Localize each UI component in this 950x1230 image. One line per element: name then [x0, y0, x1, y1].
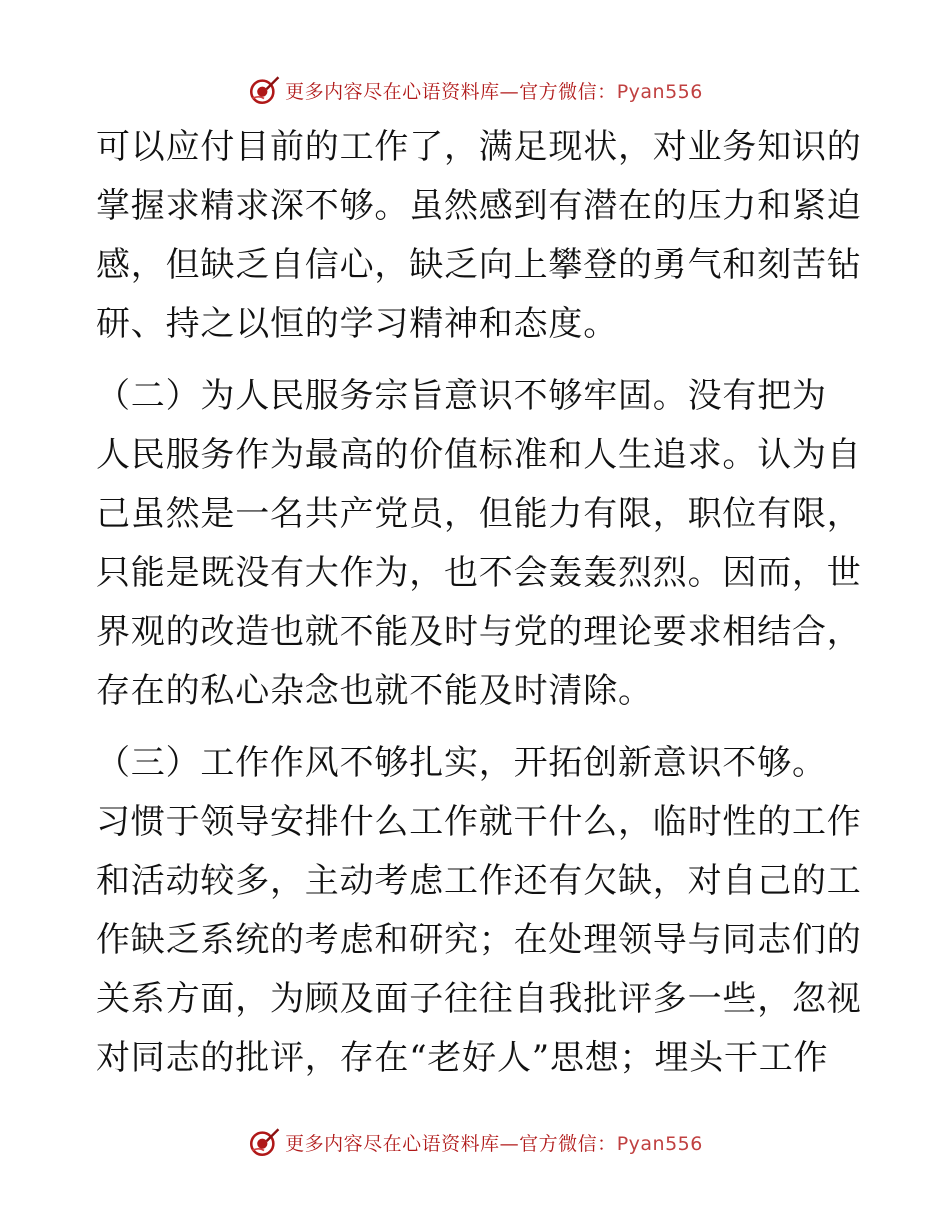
paragraph-2: [96, 367, 862, 721]
header-banner: [0, 70, 950, 110]
section-heading-line: （二）为人民服务宗旨意识不够牢固。没有把为: [96, 376, 827, 416]
banner-main-text: 更多内容尽在心语资料库: [285, 80, 500, 103]
text-line: 可以应付目前的工作了，满足现状，对业务知识的: [96, 127, 862, 167]
paragraph-1: [96, 118, 862, 354]
text-line: 存在的私心杂念也就不能及时清除。: [96, 671, 653, 711]
text-line: 和活动较多，主动考虑工作还有欠缺，对自己的工: [96, 861, 862, 901]
banner-wechat-label: 官方微信：: [519, 80, 617, 103]
text-line: 界观的改造也就不能及时与党的理论要求相结合，: [96, 612, 862, 652]
text-line: 习惯于领导安排什么工作就干什么，临时性的工作: [96, 802, 862, 842]
pen-logo-icon: [247, 73, 281, 107]
banner-dash: —: [499, 1132, 520, 1155]
banner-wechat-id: Pyan556: [616, 1132, 703, 1155]
banner-wechat-label: 官方微信：: [519, 1132, 617, 1155]
section-heading-line: （三）工作作风不够扎实，开拓创新意识不够。: [96, 743, 827, 783]
text-line: 只能是既没有大作为，也不会轰轰烈烈。因而，世: [96, 553, 862, 593]
paragraph-3: [96, 734, 862, 1088]
banner-wechat-id: Pyan556: [616, 80, 703, 103]
text-line: 作缺乏系统的考虑和研究；在处理领导与同志们的: [96, 920, 862, 960]
text-line: 关系方面，为顾及面子往往自我批评多一些，忽视: [96, 979, 862, 1019]
pen-logo-icon: [247, 1125, 281, 1159]
text-line: 己虽然是一名共产党员，但能力有限，职位有限，: [96, 494, 862, 534]
footer-banner: [0, 1122, 950, 1162]
banner-text: [285, 1129, 703, 1156]
text-line: 研、持之以恒的学习精神和态度。: [96, 304, 618, 344]
text-line: 人民服务作为最高的价值标准和人生追求。认为自: [96, 435, 862, 475]
text-line: 对同志的批评，存在“老好人”思想；埋头干工作: [96, 1038, 829, 1078]
banner-dash: —: [499, 80, 520, 103]
document-body: [96, 118, 862, 1088]
banner-main-text: 更多内容尽在心语资料库: [285, 1132, 500, 1155]
banner-text: [285, 77, 703, 104]
text-line: 感，但缺乏自信心，缺乏向上攀登的勇气和刻苦钻: [96, 245, 862, 285]
text-line: 掌握求精求深不够。虽然感到有潜在的压力和紧迫: [96, 186, 862, 226]
